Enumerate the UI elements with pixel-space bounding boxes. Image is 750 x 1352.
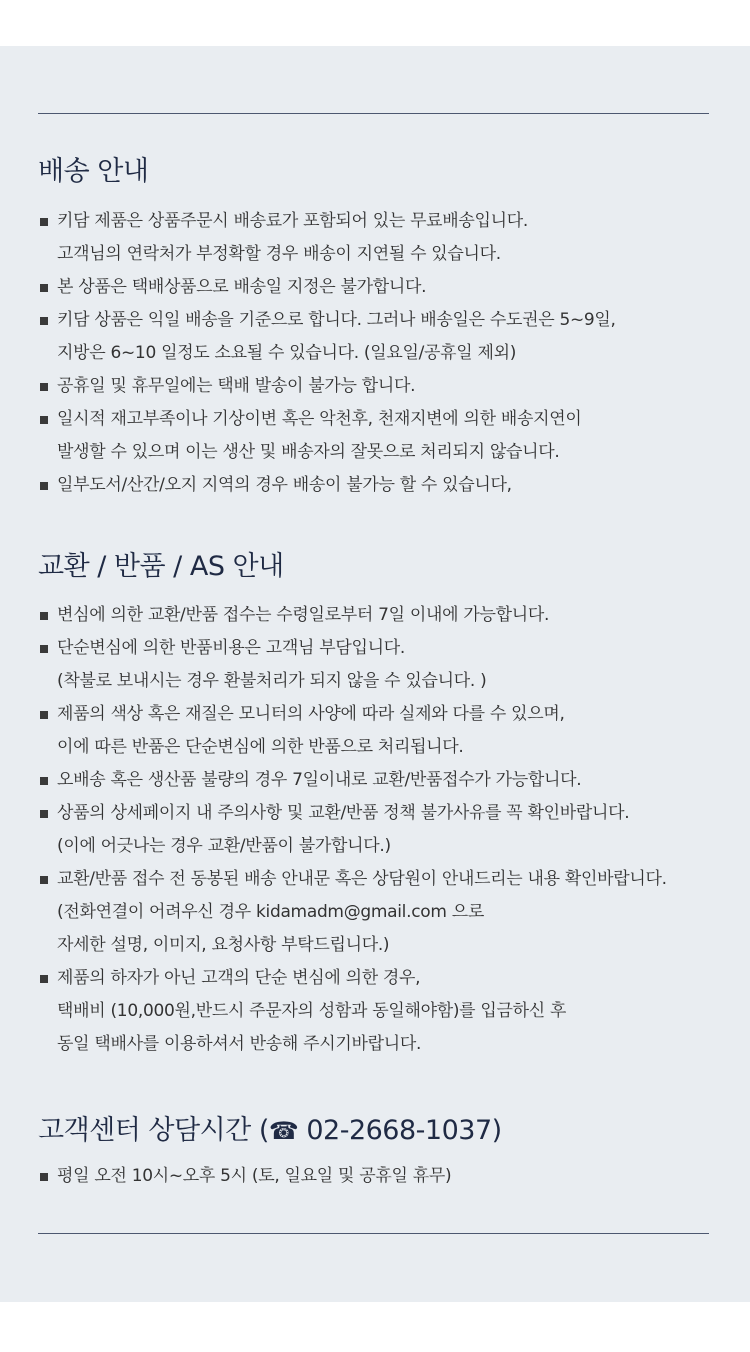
list-item-text: 키담 제품은 상품주문시 배송료가 포함되어 있는 무료배송입니다. — [57, 211, 529, 231]
list-item — [38, 1160, 718, 1193]
shipping-info-section — [38, 154, 718, 502]
list-item — [38, 797, 718, 863]
list-item — [38, 764, 718, 797]
list-item-text: 제품의 하자가 아닌 고객의 단순 변심에 의한 경우, — [57, 968, 421, 988]
customer-center-section — [38, 1113, 718, 1193]
square-bullet-icon — [40, 810, 48, 818]
list-item — [38, 698, 718, 764]
square-bullet-icon — [40, 975, 48, 983]
list-item-text: (이에 어긋나는 경우 교환/반품이 불가합니다.) — [57, 836, 391, 856]
list-item-text: 오배송 혹은 생산품 불량의 경우 7일이내로 교환/반품접수가 가능합니다. — [57, 770, 582, 790]
list-item-text: 지방은 6~10 일정도 소요될 수 있습니다. (일요일/공휴일 제외) — [57, 343, 517, 363]
list-item-text: (착불로 보내시는 경우 환불처리가 되지 않을 수 있습니다. ) — [57, 671, 487, 691]
square-bullet-icon — [40, 218, 48, 226]
list-item — [38, 632, 718, 698]
list-item-text: 평일 오전 10시~오후 5시 (토, 일요일 및 공휴일 휴무) — [57, 1166, 452, 1186]
list-item-text: 일부도서/산간/오지 지역의 경우 배송이 불가능 할 수 있습니다, — [57, 475, 512, 495]
exchange-return-title: 교환 / 반품 / AS 안내 — [38, 551, 284, 582]
list-item-text: 택배비 (10,000원,반드시 주문자의 성함과 동일해야함)를 입금하신 후 — [57, 1001, 567, 1021]
list-item-text: 이에 따른 반품은 단순변심에 의한 반품으로 처리됩니다. — [57, 737, 464, 757]
list-item — [38, 469, 718, 502]
list-item-text: 제품의 색상 혹은 재질은 모니터의 사양에 따라 실제와 다를 수 있으며, — [57, 704, 565, 724]
shipping-info-title: 배송 안내 — [38, 156, 149, 187]
list-item-text: (전화연결이 어려우신 경우 kidamadm@gmail.com 으로 — [57, 902, 484, 922]
list-item — [38, 403, 718, 469]
list-item-text: 공휴일 및 휴무일에는 택배 발송이 불가능 합니다. — [57, 376, 416, 396]
square-bullet-icon — [40, 1173, 48, 1181]
customer-center-title-prefix: 고객센터 상담시간 ( — [38, 1115, 269, 1146]
top-divider — [38, 113, 709, 114]
list-item-text: 본 상품은 택배상품으로 배송일 지정은 불가합니다. — [57, 277, 427, 297]
list-item — [38, 271, 718, 304]
customer-center-list — [38, 1160, 718, 1193]
square-bullet-icon — [40, 416, 48, 424]
list-item — [38, 599, 718, 632]
list-item — [38, 370, 718, 403]
square-bullet-icon — [40, 317, 48, 325]
customer-center-phone: 02-2668-1037) — [298, 1115, 502, 1146]
customer-center-title — [38, 1113, 718, 1149]
shipping-info-list — [38, 205, 718, 502]
list-item-text: 일시적 재고부족이나 기상이변 혹은 악천후, 천재지변에 의한 배송지연이 — [57, 409, 582, 429]
square-bullet-icon — [40, 482, 48, 490]
list-item-text: 발생할 수 있으며 이는 생산 및 배송자의 잘못으로 처리되지 않습니다. — [57, 442, 560, 462]
list-item-text: 자세한 설명, 이미지, 요청사항 부탁드립니다.) — [57, 935, 390, 955]
list-item-text: 단순변심에 의한 반품비용은 고객님 부담입니다. — [57, 638, 405, 658]
square-bullet-icon — [40, 383, 48, 391]
bottom-divider — [38, 1233, 709, 1234]
list-item-text: 상품의 상세페이지 내 주의사항 및 교환/반품 정책 불가사유를 꼭 확인바랍니다. — [57, 803, 630, 823]
list-item — [38, 205, 718, 271]
list-item-text: 고객님의 연락처가 부정확할 경우 배송이 지연될 수 있습니다. — [57, 244, 501, 264]
square-bullet-icon — [40, 284, 48, 292]
list-item-text: 교환/반품 접수 전 동봉된 배송 안내문 혹은 상담원이 안내드리는 내용 확인바랍니다. — [57, 869, 667, 889]
square-bullet-icon — [40, 777, 48, 785]
list-item — [38, 863, 718, 962]
list-item — [38, 962, 718, 1061]
exchange-return-list — [38, 599, 718, 1061]
square-bullet-icon — [40, 711, 48, 719]
list-item-text: 변심에 의한 교환/반품 접수는 수령일로부터 7일 이내에 가능합니다. — [57, 605, 550, 625]
square-bullet-icon — [40, 612, 48, 620]
list-item-text: 키담 상품은 익일 배송을 기준으로 합니다. 그러나 배송일은 수도권은 5~9일, — [57, 310, 616, 330]
phone-icon: ☎ — [268, 1117, 299, 1145]
exchange-return-section — [38, 549, 718, 1061]
list-item — [38, 304, 718, 370]
list-item-text: 동일 택배사를 이용하셔서 반송해 주시기바랍니다. — [57, 1034, 422, 1054]
square-bullet-icon — [40, 876, 48, 884]
square-bullet-icon — [40, 645, 48, 653]
